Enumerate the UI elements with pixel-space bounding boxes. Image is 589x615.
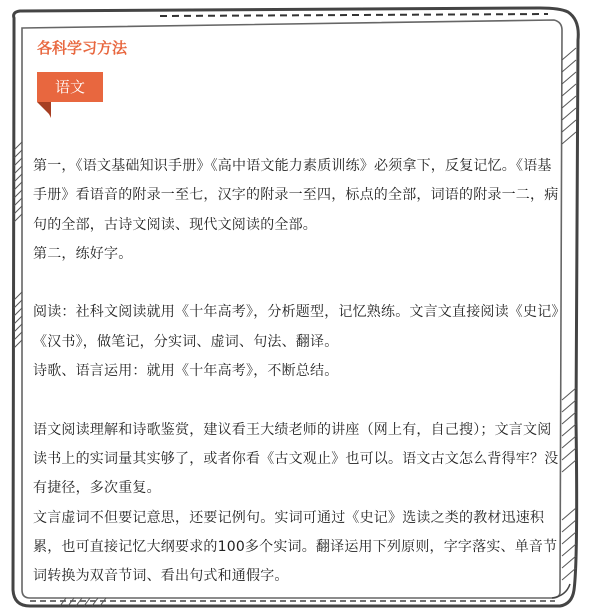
paragraph-1: 第一，《语文基础知识手册》《高中语文能力素质训练》必须拿下，反复记忆。《语基手册》看语音的附录一至七，汉字的附录一至四，标点的全部，词语的附录一二，病句的全部，古诗文阅读、现代文阅读的全部。 bbox=[33, 158, 559, 233]
paragraph-4: 诗歌、语言运用：就用《十年高考》，不断总结。 bbox=[33, 363, 339, 380]
article-body bbox=[33, 152, 561, 591]
paragraph-spacer bbox=[33, 386, 561, 415]
paragraph-spacer bbox=[33, 269, 561, 298]
paragraph-6: 文言虚词不但要记意思，还要记例句。实词可通过《史记》选读之类的教材迅速积累，也可直接记忆大纲要求的100多个实词。翻译运用下列原则，字字落实、单音节词转换为双音节词、看出句式和通假字。 bbox=[33, 509, 558, 585]
paragraph-3: 阅读：社科文阅读就用《十年高考》，分析题型，记忆熟练。文言文直接阅读《史记》《汉书》，做笔记，分实词、虚词、句法、翻译。 bbox=[33, 304, 559, 350]
section-heading: 各科学习方法 bbox=[37, 39, 128, 57]
subject-tag-label: 语文 bbox=[54, 78, 85, 96]
frame-right-hatching bbox=[562, 48, 576, 580]
paragraph-2: 第二，练好字。 bbox=[33, 245, 133, 262]
frame-top-dash bbox=[160, 14, 548, 16]
subject-tag bbox=[37, 72, 103, 118]
frame-left-hatching bbox=[14, 142, 22, 348]
paragraph-5: 语文阅读理解和诗歌鉴赏，建议看王大绩老师的讲座（网上有，自己搜）；文言文阅读书上的实词量其实够了，或者你看《古文观止》也可以。语文古文怎么背得牢？没有捷径，多次重复。 bbox=[33, 421, 559, 497]
